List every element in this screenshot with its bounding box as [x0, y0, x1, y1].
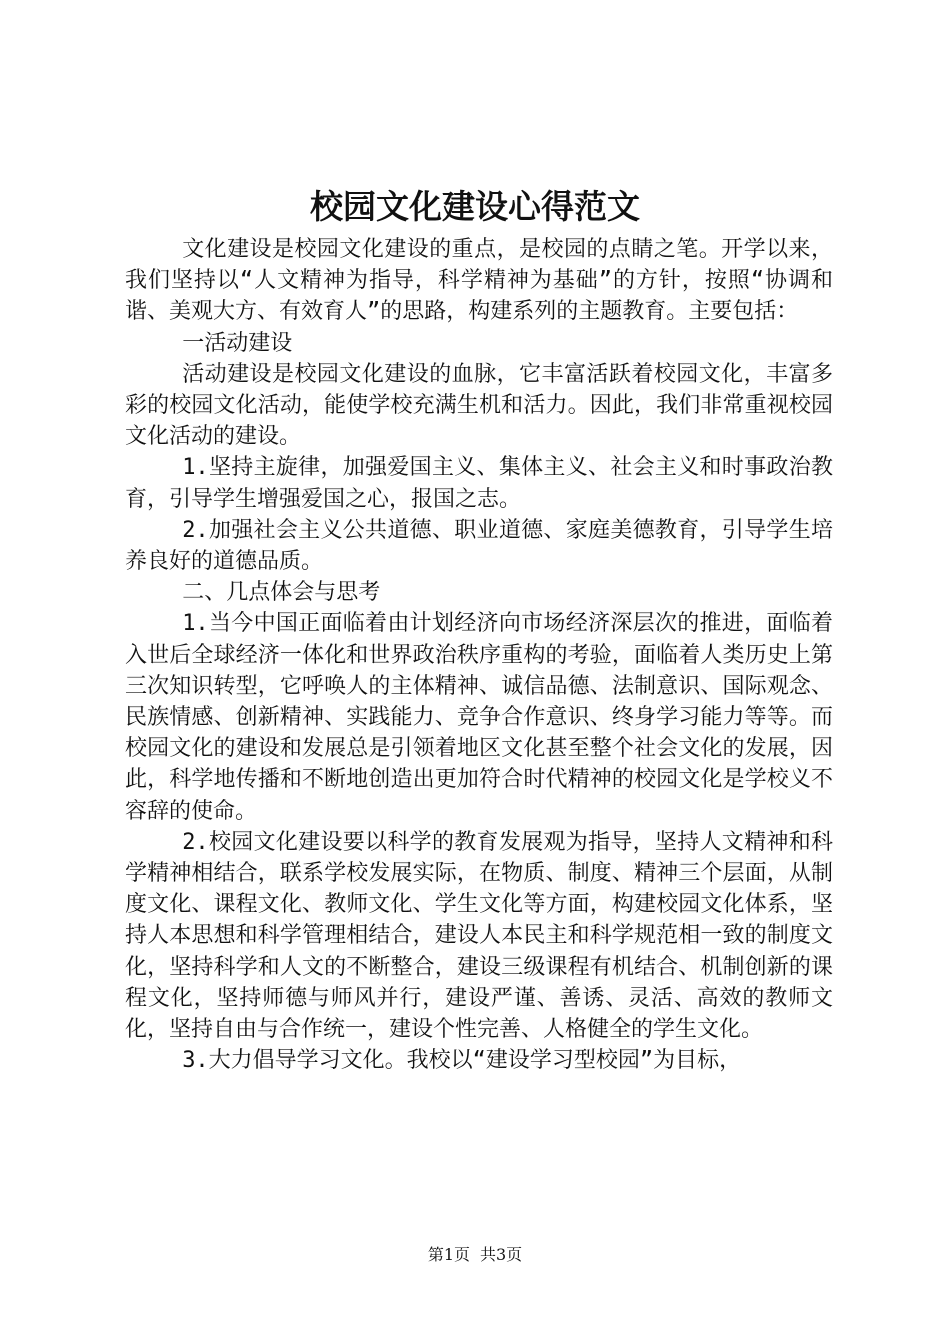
section-heading-activity: 一活动建设 [182, 330, 293, 356]
document-title: 校园文化建设心得范文 [310, 187, 640, 226]
page-number-total: 共3页 [480, 1245, 523, 1264]
document-body [125, 234, 833, 1076]
paragraph-item-2: 2.加强社会主义公共道德、职业道德、家庭美德教育，引导学生培养良好的道德品质。 [125, 517, 833, 575]
paragraph-reflection-3: 3.大力倡导学习文化。我校以“建设学习型校园”为目标， [182, 1048, 742, 1074]
paragraph-reflection-2: 2.校园文化建设要以科学的教育发展观为指导，坚持人文精神和科学精神相结合，联系学校发展实际，在物质、制度、精神三个层面，从制度文化、课程文化、教师文化、学生文化等方面，构建校园文化体系，坚持人本思想和科学管理相结合，建设人本民主和科学规范相一致的制度文化，坚持科学和人文的不断整合，建设三级课程有机结合、机制创新的课程文化，坚持师德与师风并行，建设严谨、善诱、灵活、高效的教师文化，坚持自由与合作统一，建设个性完善、人格健全的学生文化。 [125, 829, 833, 1043]
page-number-current: 第1页 [427, 1245, 470, 1264]
page-footer [0, 1243, 950, 1267]
paragraph-item-1: 1.坚持主旋律，加强爱国主义、集体主义、社会主义和时事政治教育，引导学生增强爱国之心，报国之志。 [125, 455, 833, 512]
paragraph-intro: 文化建设是校园文化建设的重点，是校园的点睛之笔。开学以来，我们坚持以“人文精神为指导，科学精神为基础”的方针，按照“协调和谐、美观大方、有效育人”的思路，构建系列的主题教育。主要包括： [125, 237, 833, 325]
paragraph-activity: 活动建设是校园文化建设的血脉，它丰富活跃着校园文化，丰富多彩的校园文化活动，能使学校充满生机和活力。因此，我们非常重视校园文化活动的建设。 [125, 361, 833, 450]
section-heading-reflection: 二、几点体会与思考 [182, 580, 381, 606]
paragraph-reflection-1: 1.当今中国正面临着由计划经济向市场经济深层次的推进，面临着入世后全球经济一体化和世界政治秩序重构的考验，面临着人类历史上第三次知识转型，它呼唤人的主体精神、诚信品德、法制意识、国际观念、民族情感、创新精神、实践能力、竞争合作意识、终身学习能力等等。而校园文化的建设和发展总是引领着地区文化甚至整个社会文化的发展，因此，科学地传播和不断地创造出更加符合时代精神的校园文化是学校义不容辞的使命。 [125, 611, 833, 824]
